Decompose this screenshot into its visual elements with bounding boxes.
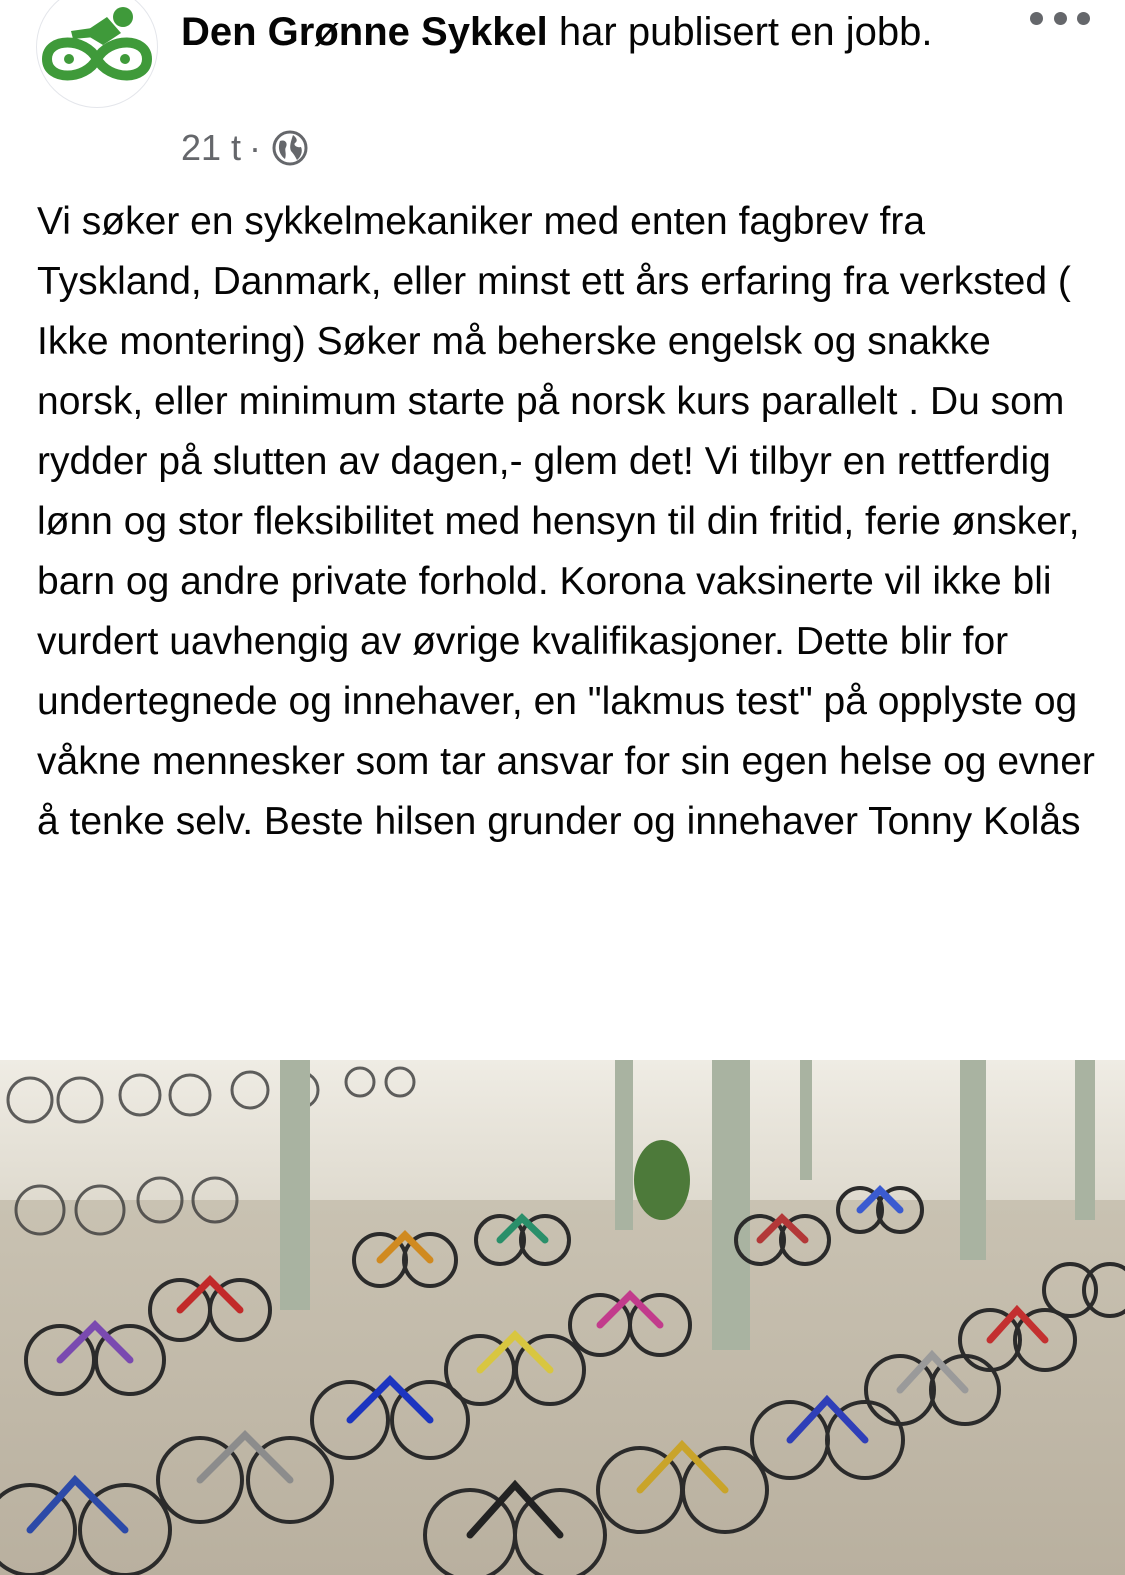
more-dot-2 xyxy=(1054,12,1067,25)
page-avatar[interactable] xyxy=(36,0,158,108)
post-body-text: Vi søker en sykkelmekaniker med enten fagbrev fra Tyskland, Danmark, eller minst ett års erfaring fra verksted ( Ikke montering) Søker må beherske engelsk og snakke norsk, eller minimum starte på norsk kurs parallelt . Du som rydder på slutten av dagen,- glem det! Vi tilbyr en rettferdig lønn og stor fleksibilitet med hensyn til din fritid, ferie ønsker, barn og andre private forhold. Korona vaksinerte vil ikke bli vurdert uavhengig av øvrige kvalifikasjoner. Dette blir for undertegnede og innehaver, en "lakmus test" på opplyste og våkne mennesker som tar ansvar for sin egen helse og evner å tenke selv. Beste hilsen grunder og innehaver Tonny Kolås xyxy=(37,200,1095,843)
more-dot-3 xyxy=(1077,12,1090,25)
bicycle-warehouse-photo xyxy=(0,1060,1125,1575)
post-header xyxy=(0,0,1125,180)
cyclist-logo-icon xyxy=(37,0,157,107)
more-options-icon[interactable] xyxy=(1030,4,1090,32)
more-dot-1 xyxy=(1030,12,1043,25)
post-photo[interactable] xyxy=(0,1060,1125,1575)
post-meta xyxy=(181,124,309,172)
post-action-text: har publisert en jobb. xyxy=(547,10,933,54)
meta-separator: · xyxy=(249,127,262,168)
globe-icon[interactable] xyxy=(271,129,309,167)
post-headline xyxy=(181,2,1001,62)
post-timestamp[interactable]: 21 t xyxy=(181,127,242,168)
page-name-link[interactable]: Den Grønne Sykkel xyxy=(181,10,548,54)
